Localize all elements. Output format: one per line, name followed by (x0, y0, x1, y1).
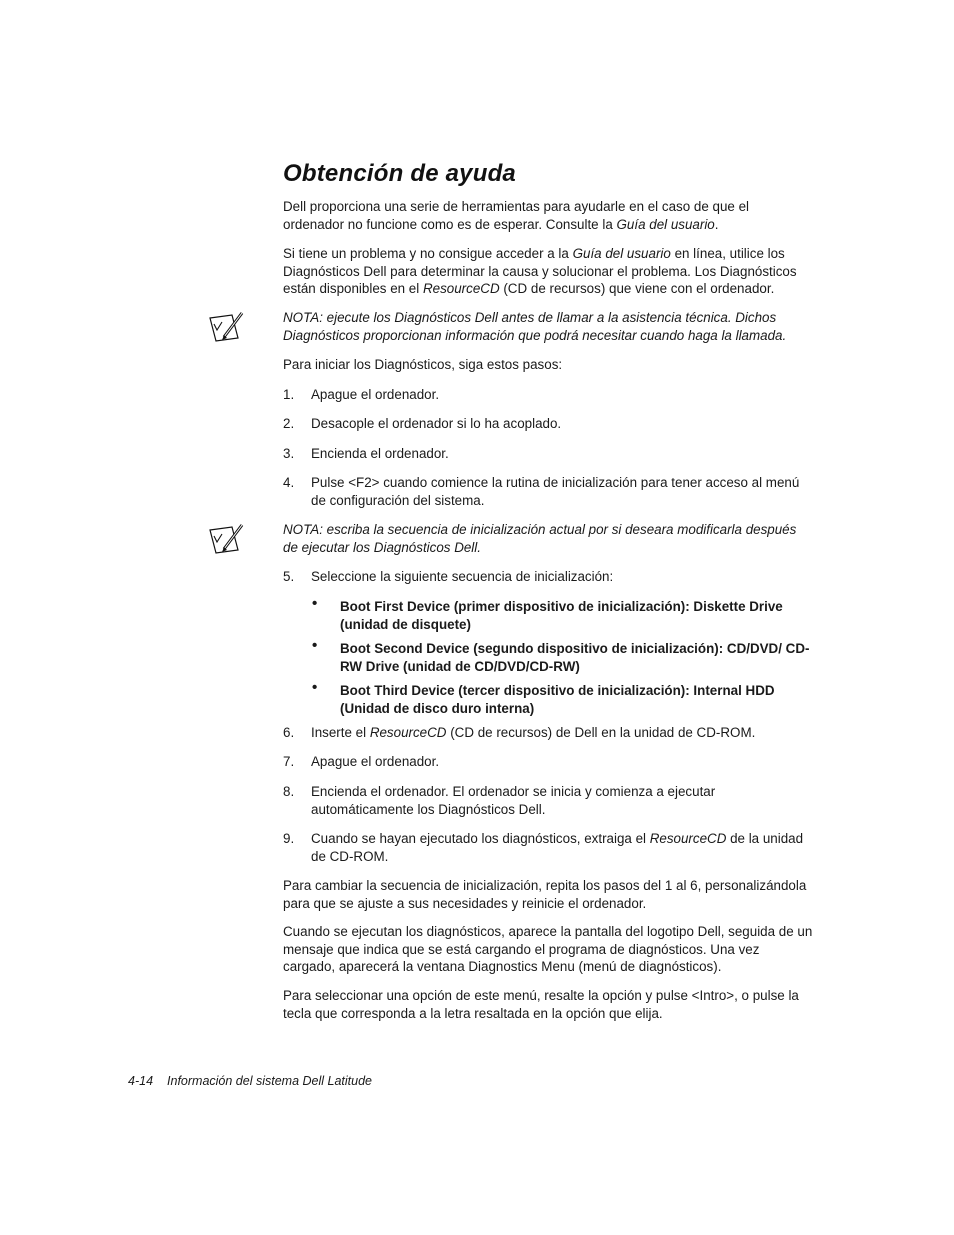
note-pencil-icon (208, 522, 248, 556)
footer-title: Información del sistema Dell Latitude (167, 1074, 372, 1088)
note-1: NOTA: ejecute los Diagnósticos Dell antes de llamar a la asistencia técnica. Dichos Diagnósticos proporcionan información que podrá necesitar cuando haga la llamada. (283, 310, 787, 343)
boot-list-item: • Boot Third Device (tercer dispositivo de inicialización): Internal HDD (Unidad de disco duro interna) (312, 679, 775, 716)
page-title: Obtención de ayuda (283, 160, 516, 187)
step-item: 1. Apague el ordenador. (283, 387, 440, 402)
steps-intro: Para iniciar los Diagnósticos, siga estos pasos: (283, 357, 563, 372)
page-number: 4-14 (128, 1074, 154, 1088)
step-item: 8. Encienda el ordenador. El ordenador se inicia y comienza a ejecutar automáticamente los Diagnósticos Dell. (283, 784, 716, 817)
step-item: 6. Inserte el ResourceCD (CD de recursos) de Dell en la unidad de CD-ROM. (283, 725, 756, 740)
note-2: NOTA: escriba la secuencia de inicialización actual por si deseara modificarla después de ejecutar los Diagnósticos Dell. (283, 522, 797, 555)
bullet-icon: • (312, 595, 318, 612)
step-item: 3. Encienda el ordenador. (283, 446, 449, 461)
boot-list-item: • Boot Second Device (segundo dispositivo de inicialización): CD/DVD/ CD-RW Drive (unidad de CD/DVD/CD-RW) (312, 637, 810, 674)
intro-paragraph-1: Dell proporciona una serie de herramientas para ayudarle en el caso de que el ordenador no funcione como es de esperar. Consulte la Guía del usuario. (283, 199, 749, 232)
closing-paragraph-2: Cuando se ejecutan los diagnósticos, aparece la pantalla del logotipo Dell, seguida de un mensaje que indica que se está cargando el programa de diagnósticos. Una vez cargado, aparecerá la ventana Diagnostics Menu (menú de diagnósticos). (283, 924, 813, 975)
step-item: 9. Cuando se hayan ejecutado los diagnósticos, extraiga el ResourceCD de la unidad de CD-ROM. (283, 831, 804, 864)
step-item: 7. Apague el ordenador. (283, 754, 440, 769)
bullet-icon: • (312, 637, 318, 654)
closing-paragraph-3: Para seleccionar una opción de este menú, resalte la opción y pulse <Intro>, o pulse la tecla que corresponda a la letra resaltada en la opción que elija. (283, 988, 799, 1021)
bullet-icon: • (312, 679, 318, 696)
intro-paragraph-2: Si tiene un problema y no consigue acceder a la Guía del usuario en línea, utilice los Diagnósticos Dell para determinar la causa y solucionar el problema. Los Diagnósticos están disponibles en el ResourceCD (CD de recursos) que viene con el ordenador. (283, 246, 797, 297)
note-pencil-icon (208, 310, 248, 344)
closing-paragraph-1: Para cambiar la secuencia de inicialización, repita los pasos del 1 al 6, personalizándola para que se ajuste a sus necesidades y reinicie el ordenador. (283, 878, 807, 911)
page-footer (128, 1074, 372, 1088)
step-item: 2. Desacople el ordenador si lo ha acoplado. (283, 416, 562, 431)
step-item: 4. Pulse <F2> cuando comience la rutina de inicialización para tener acceso al menú de configuración del sistema. (283, 475, 800, 508)
boot-list-item: • Boot First Device (primer dispositivo de inicialización): Diskette Drive (unidad de disquete) (312, 595, 783, 632)
step-item: 5. Seleccione la siguiente secuencia de inicialización: (283, 569, 614, 584)
